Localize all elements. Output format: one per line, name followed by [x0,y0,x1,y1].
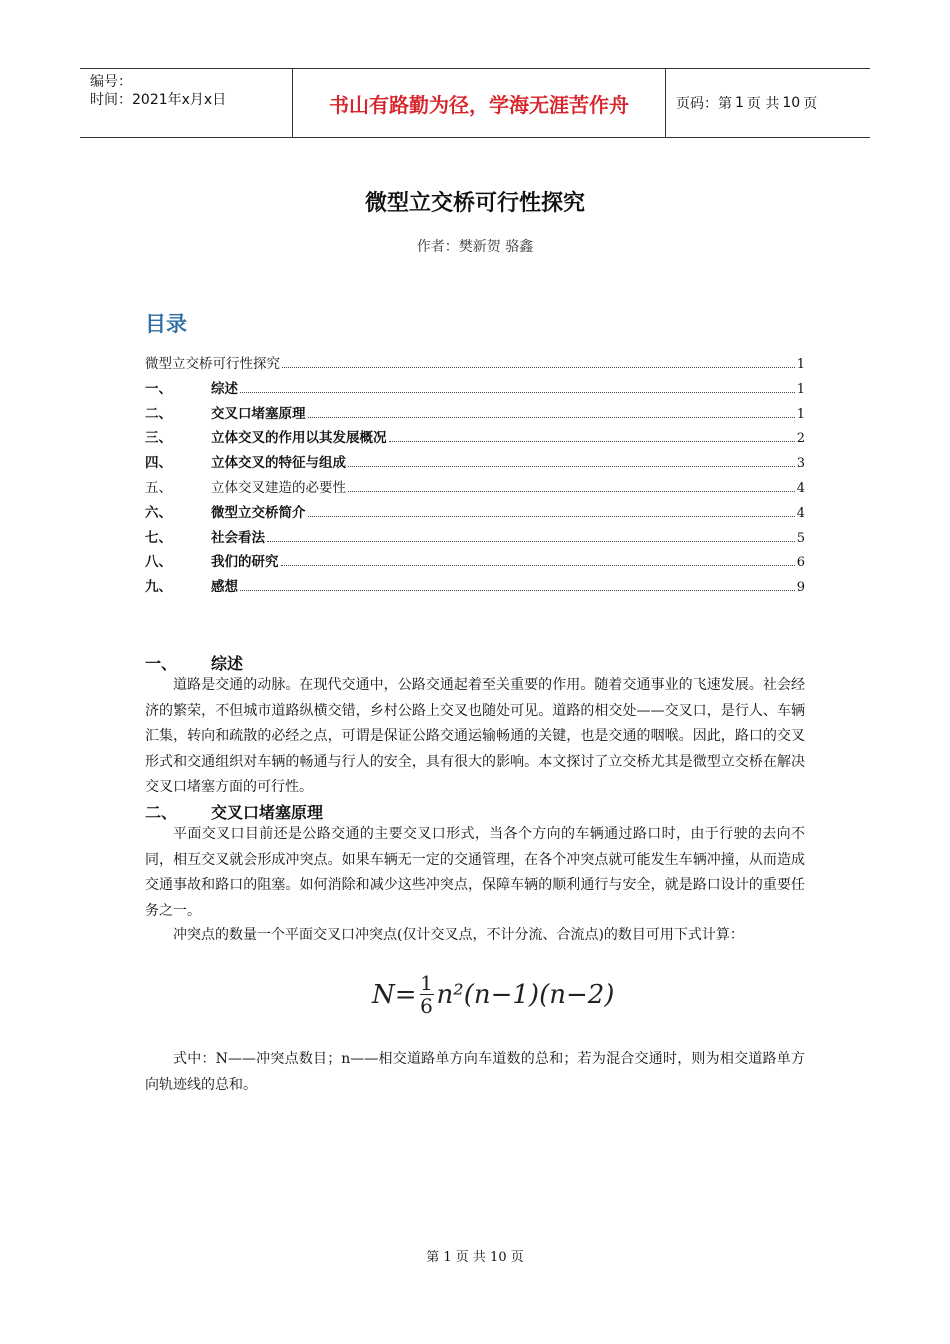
toc-entry-text: 立体交叉建造的必要性 [211,479,346,496]
toc-entry-page: 3 [796,456,805,472]
toc-leader [267,540,795,542]
toc-entry[interactable] [145,426,805,451]
toc-entry-number: 八、 [145,554,172,571]
section-title: 综述 [211,654,244,673]
toc-entry-number: 四、 [145,455,172,472]
toc-entry-page: 9 [796,580,805,596]
formula-numerator: 1 [420,971,433,995]
section-paragraph: 冲突点的数量一个平面交叉口冲突点(仅计交叉点，不计分流、合流点)的数目可用下式计算： [173,927,744,943]
page-end-label: 页 [803,96,818,112]
toc-entry-page: 6 [796,555,805,571]
page-number: 1 [735,95,744,111]
toc-entry-page: 5 [796,530,805,546]
toc-entry[interactable] [145,352,805,377]
toc-entry-number: 三、 [145,430,172,447]
section-number: 二、 [145,803,178,822]
toc-entry[interactable] [145,550,805,575]
document-author: 作者：樊新贺 骆鑫 [416,239,534,255]
toc-entry-number: 五、 [145,479,172,496]
toc-entry[interactable] [145,402,805,427]
formula-lhs: N= [372,979,417,1010]
section-number: 一、 [145,654,178,673]
toc-leader [308,416,795,418]
page-footer: 第 1 页 共 10 页 [426,1250,524,1265]
toc-entry[interactable] [145,377,805,402]
toc-entry-number: 七、 [145,529,172,546]
toc-entry-page: 2 [796,431,805,447]
document-header [80,68,870,138]
conflict-point-formula [372,972,614,1017]
formula-denominator: 6 [420,994,433,1018]
toc-entry-text: 我们的研究 [211,554,279,571]
toc-entry-text: 微型立交桥可行性探究 [145,356,280,372]
toc-heading: 目录 [145,312,187,336]
toc-entry-text: 交叉口堵塞原理 [211,405,306,422]
toc-entry-text: 立体交叉的作用以其发展概况 [211,430,387,447]
document-title: 微型立交桥可行性探究 [364,191,585,216]
toc-entry[interactable] [145,575,805,600]
time-label: 时间：2021年x月x日 [90,92,227,108]
section-paragraph: 式中：N——冲突点数目；n——相交道路单方向车道数的总和；若为混合交通时，则为相交道路单方向轨迹线的总和。 [145,1051,805,1093]
toc-entry-page: 1 [796,381,805,397]
page-total: 10 [782,95,801,111]
section-heading [145,800,323,823]
section-title: 交叉口堵塞原理 [211,803,324,822]
formula-rhs: n²(n−1)(n−2) [436,979,615,1010]
toc-entry-text: 社会看法 [211,529,265,546]
header-page-cell [666,69,870,137]
toc-leader [282,366,795,368]
toc-entry[interactable] [145,476,805,501]
toc-entry-number: 九、 [145,579,172,596]
toc-leader [240,391,795,393]
toc-entry[interactable] [145,526,805,551]
section-heading [145,651,243,674]
toc-leader [348,490,795,492]
section-paragraph: 道路是交通的动脉。在现代交通中，公路交通起着至关重要的作用。随着交通事业的飞速发展。社会经济的繁荣，不但城市道路纵横交错，乡村公路上交叉也随处可见。道路的相交处——交叉口，是行人、车辆汇集，转向和疏散的必经之点，可谓是保证公路交通运输畅通的关键，也是交通的咽喉。因此，路口的交叉形式和交通组织对车辆的畅通与行人的安全，具有很大的影响。本文探讨了立交桥尤其是微型立交桥在解决交叉口堵塞方面的可行性。 [145,677,805,795]
section-paragraph: 平面交叉口目前还是公路交通的主要交叉口形式，当各个方向的车辆通过路口时，由于行驶的去向不同，相互交叉就会形成冲突点。如果车辆无一定的交通管理，在各个冲突点就可能发生车辆冲撞，从而造成交通事故和路口的阻塞。如何消除和减少这些冲突点，保障车辆的顺利通行与安全，就是路口设计的重要任务之一。 [145,826,805,919]
toc-entry-page: 1 [796,357,805,372]
page-label: 页码：第 [676,96,732,112]
toc-leader [308,515,795,517]
header-meta-cell [80,69,293,137]
toc-entry-page: 1 [796,406,805,422]
toc-entry-number: 二、 [145,405,172,422]
toc-entry-text: 感想 [211,579,238,596]
toc-entry-text: 立体交叉的特征与组成 [211,455,346,472]
toc-entry-number: 一、 [145,380,172,397]
toc-entry-page: 4 [796,505,805,521]
page-mid-label: 页 共 [746,96,780,112]
toc-leader [281,564,795,566]
toc-leader [348,465,795,467]
toc-leader [389,440,795,442]
serial-label: 编号： [90,74,132,90]
toc-entry-number: 六、 [145,504,172,521]
toc-entry[interactable] [145,451,805,476]
toc-leader [240,589,795,591]
toc-entry-text: 综述 [211,380,238,397]
toc-entry[interactable] [145,501,805,526]
toc-entry-page: 4 [796,480,805,496]
table-of-contents [145,352,805,600]
formula-fraction [420,972,434,1017]
header-motto: 书山有路勤为径，学海无涯苦作舟 [293,69,666,137]
toc-entry-text: 微型立交桥简介 [211,504,306,521]
